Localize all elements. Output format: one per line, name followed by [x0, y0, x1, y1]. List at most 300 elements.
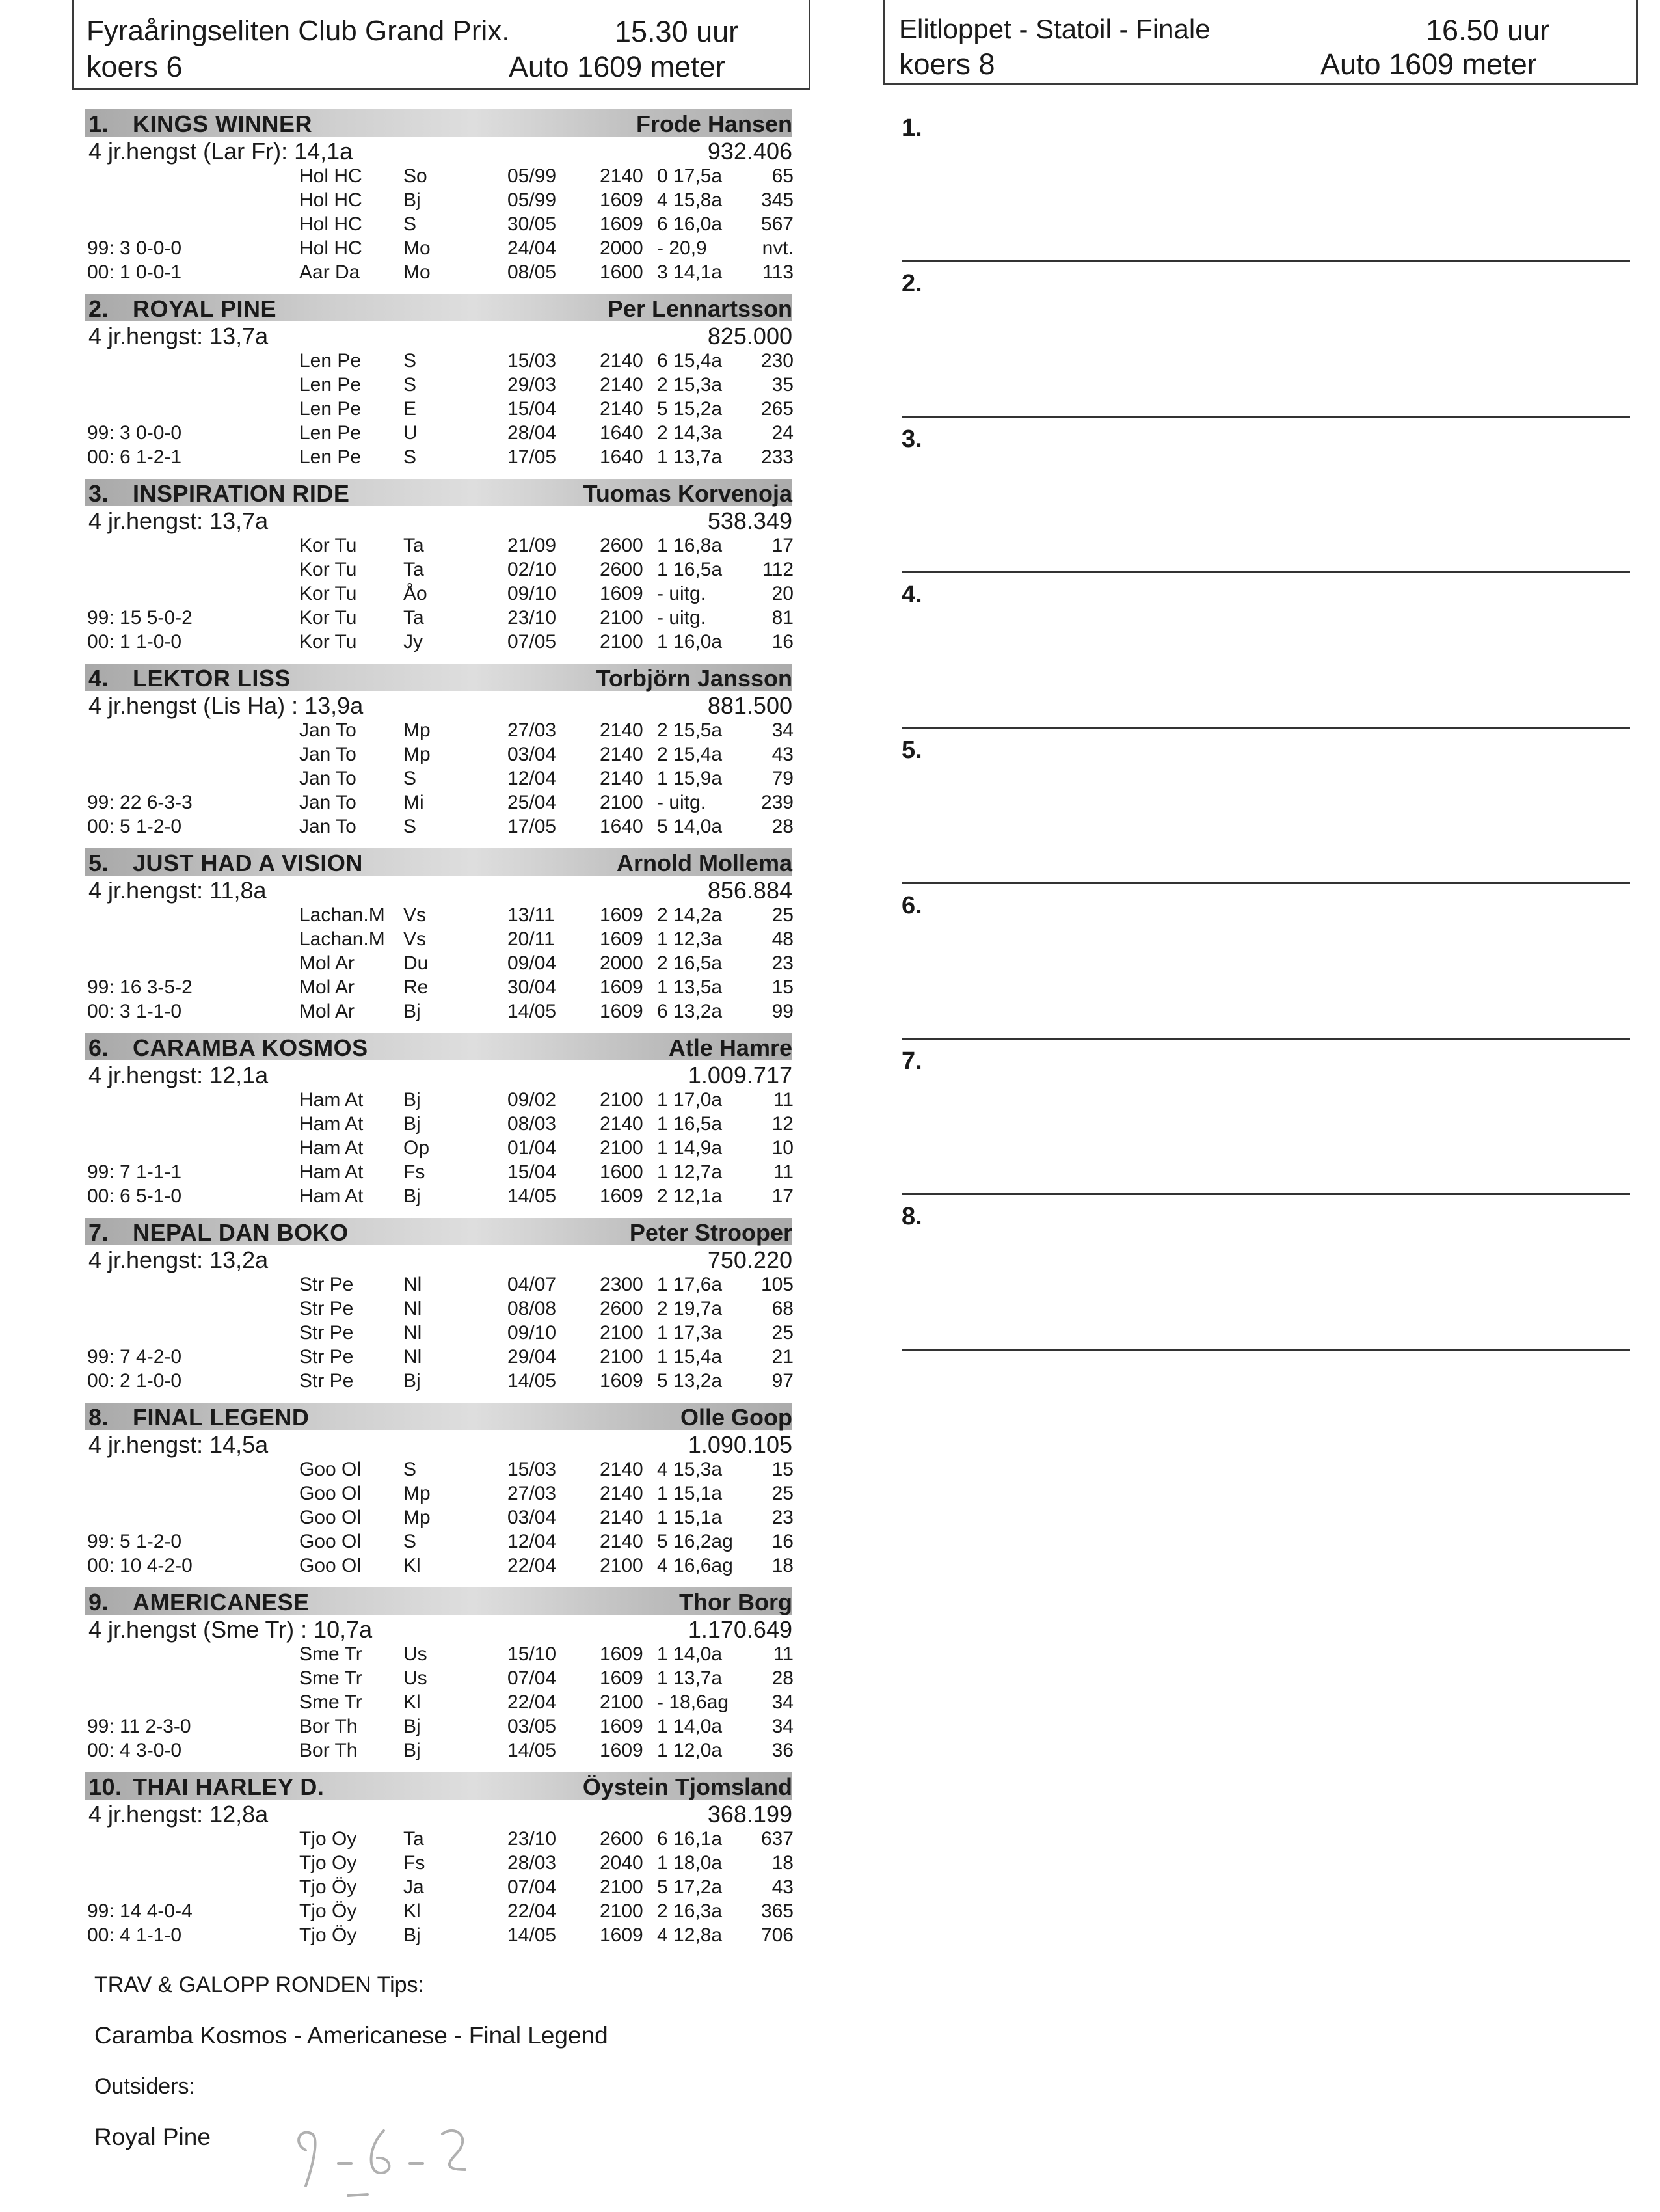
- horse-name: [88, 1219, 349, 1247]
- horse-name: [88, 1034, 368, 1062]
- form-odds: 10: [771, 1137, 794, 1159]
- horse-entry: [85, 664, 794, 848]
- form-result: 2 14,2a: [657, 904, 723, 926]
- horse-earnings: 1.009.717: [688, 1062, 792, 1088]
- form-track: Kl: [403, 1692, 421, 1713]
- handwritten-scribble: [286, 2111, 494, 2202]
- form-row: [85, 1924, 794, 1949]
- form-track: Mp: [403, 744, 431, 765]
- form-date: 17/05: [507, 446, 557, 468]
- form-row: [85, 1667, 794, 1692]
- horse-entry: [85, 479, 794, 664]
- form-date: 08/03: [507, 1113, 557, 1135]
- form-row: [85, 422, 794, 446]
- horse-name: [88, 1404, 309, 1431]
- form-result: - uitg.: [657, 792, 706, 813]
- horse-number: 9.: [88, 1589, 109, 1615]
- form-odds: 16: [771, 1531, 794, 1552]
- horse-driver: Öystein Tjomsland: [582, 1774, 792, 1800]
- horse-earnings: 1.090.105: [688, 1431, 792, 1458]
- form-driver: Tjo Öy: [299, 1924, 357, 1946]
- form-date: 14/05: [507, 1740, 557, 1761]
- result-slot-line: [902, 882, 1630, 884]
- form-track: Bj: [403, 1089, 421, 1111]
- horse-name: [88, 850, 363, 877]
- form-distance: 2100: [600, 1876, 643, 1898]
- horse-info: 4 jr.hengst: 12,8a: [88, 1801, 269, 1828]
- form-date: 22/04: [507, 1900, 557, 1922]
- left-race-title: Fyraåringseliten Club Grand Prix.: [87, 15, 510, 47]
- form-track: Us: [403, 1667, 427, 1689]
- form-date: 02/10: [507, 559, 557, 580]
- horse-name: [88, 1589, 310, 1616]
- form-distance: 1609: [600, 189, 643, 211]
- form-row: [85, 1185, 794, 1209]
- form-distance: 1600: [600, 262, 643, 283]
- form-distance: 2140: [600, 1113, 643, 1135]
- form-row: [85, 1876, 794, 1900]
- form-result: 1 16,5a: [657, 559, 723, 580]
- form-row: [85, 1113, 794, 1137]
- form-row: [85, 374, 794, 398]
- form-date: 28/04: [507, 422, 557, 444]
- form-driver: Sme Tr: [299, 1643, 362, 1665]
- form-date: 25/04: [507, 792, 557, 813]
- form-row: [85, 165, 794, 189]
- form-distance: 2000: [600, 952, 643, 974]
- form-track: Op: [403, 1137, 430, 1159]
- record-stat: 99: 7 1-1-1: [87, 1161, 182, 1183]
- form-row: [85, 1507, 794, 1531]
- form-track: Kl: [403, 1555, 421, 1576]
- form-row: [85, 1716, 794, 1740]
- form-distance: 2140: [600, 350, 643, 371]
- form-result: 1 14,0a: [657, 1716, 723, 1737]
- form-distance: 1609: [600, 904, 643, 926]
- form-driver: Goo Ol: [299, 1507, 362, 1528]
- form-track: Ta: [403, 607, 424, 628]
- form-odds: 112: [762, 559, 794, 580]
- form-row: [85, 1298, 794, 1322]
- horse-name-text: LEKTOR LISS: [133, 665, 291, 692]
- result-slot-label: 4.: [902, 581, 922, 608]
- form-track: Bj: [403, 1185, 421, 1207]
- horse-entry-list: [85, 109, 794, 1957]
- form-date: 27/03: [507, 1483, 557, 1504]
- form-row: [85, 977, 794, 1001]
- form-distance: 1609: [600, 1185, 643, 1207]
- form-odds: 81: [771, 607, 794, 628]
- form-track: Mi: [403, 792, 424, 813]
- form-track: Us: [403, 1643, 427, 1665]
- horse-earnings: 750.220: [707, 1247, 792, 1273]
- form-row: [85, 559, 794, 583]
- form-driver: Kor Tu: [299, 583, 357, 604]
- form-driver: Jan To: [299, 792, 356, 813]
- form-track: Åo: [403, 583, 427, 604]
- form-odds: 68: [771, 1298, 794, 1319]
- form-row: [85, 1001, 794, 1025]
- form-row: [85, 237, 794, 262]
- form-track: U: [403, 422, 418, 444]
- form-result: 0 17,5a: [657, 165, 723, 187]
- form-distance: 1609: [600, 583, 643, 604]
- form-result: 1 15,4a: [657, 1346, 723, 1368]
- form-distance: 2140: [600, 720, 643, 741]
- horse-info: 4 jr.hengst: 11,8a: [88, 877, 267, 904]
- form-driver: Lachan.M: [299, 904, 385, 926]
- form-driver: Ham At: [299, 1185, 364, 1207]
- form-distance: 2140: [600, 398, 643, 420]
- form-driver: Sme Tr: [299, 1667, 362, 1689]
- form-driver: Goo Ol: [299, 1531, 362, 1552]
- result-slot-label: 6.: [902, 892, 922, 919]
- form-driver: Kor Tu: [299, 631, 357, 653]
- form-distance: 1609: [600, 1643, 643, 1665]
- form-row: [85, 1555, 794, 1579]
- horse-driver: Olle Goop: [680, 1404, 792, 1431]
- form-row: [85, 1483, 794, 1507]
- form-odds: 230: [760, 350, 794, 371]
- form-driver: Hol HC: [299, 165, 362, 187]
- horse-info: 4 jr.hengst (Sme Tr) : 10,7a: [88, 1616, 373, 1643]
- form-driver: Mol Ar: [299, 952, 355, 974]
- form-date: 23/10: [507, 1828, 557, 1850]
- horse-entry: [85, 1218, 794, 1403]
- horse-name-text: ROYAL PINE: [133, 295, 277, 322]
- form-row: [85, 583, 794, 607]
- form-driver: Jan To: [299, 720, 356, 741]
- form-distance: 2100: [600, 1137, 643, 1159]
- horse-entry: [85, 109, 794, 294]
- form-distance: 2040: [600, 1852, 643, 1874]
- horse-driver: Arnold Mollema: [616, 850, 792, 876]
- form-odds: 239: [760, 792, 794, 813]
- form-distance: 2600: [600, 1828, 643, 1850]
- form-track: Mp: [403, 1483, 431, 1504]
- form-track: Mp: [403, 1507, 431, 1528]
- form-odds: 11: [773, 1089, 794, 1111]
- form-track: S: [403, 768, 417, 789]
- horse-driver: Per Lennartsson: [607, 295, 792, 322]
- record-stat: 99: 3 0-0-0: [87, 237, 182, 259]
- horse-earnings: 881.500: [707, 692, 792, 719]
- form-date: 23/10: [507, 607, 557, 628]
- form-odds: 79: [771, 768, 794, 789]
- form-result: - uitg.: [657, 607, 706, 628]
- horse-name-text: KINGS WINNER: [133, 111, 312, 137]
- form-result: 5 17,2a: [657, 1876, 723, 1898]
- form-track: Nl: [403, 1298, 422, 1319]
- form-track: S: [403, 374, 417, 396]
- horse-info: 4 jr.hengst: 13,2a: [88, 1247, 269, 1273]
- horse-name: [88, 111, 312, 138]
- tips-picks: Caramba Kosmos - Americanese - Final Legend: [94, 2022, 608, 2049]
- form-result: 1 18,0a: [657, 1852, 723, 1874]
- form-date: 12/04: [507, 768, 557, 789]
- form-odds: 105: [760, 1274, 794, 1295]
- horse-name: [88, 1774, 324, 1801]
- form-track: Fs: [403, 1161, 425, 1183]
- form-distance: 1609: [600, 1924, 643, 1946]
- record-stat: 00: 6 1-2-1: [87, 446, 182, 468]
- form-distance: 1609: [600, 1001, 643, 1022]
- form-distance: 2100: [600, 1346, 643, 1368]
- form-driver: Jan To: [299, 768, 356, 789]
- left-race-number: koers 6: [87, 50, 183, 83]
- form-result: 2 15,3a: [657, 374, 723, 396]
- horse-name-text: NEPAL DAN BOKO: [133, 1219, 349, 1246]
- form-odds: 43: [771, 1876, 794, 1898]
- form-distance: 2600: [600, 1298, 643, 1319]
- form-odds: 36: [771, 1740, 794, 1761]
- form-result: - uitg.: [657, 583, 706, 604]
- form-track: Bj: [403, 1370, 421, 1392]
- form-odds: 34: [771, 720, 794, 741]
- form-row: [85, 816, 794, 840]
- form-odds: 97: [771, 1370, 794, 1392]
- form-track: E: [403, 398, 417, 420]
- record-stat: 00: 3 1-1-0: [87, 1001, 182, 1022]
- form-result: 4 12,8a: [657, 1924, 723, 1946]
- form-distance: 1600: [600, 1161, 643, 1183]
- form-date: 09/02: [507, 1089, 557, 1111]
- form-odds: 265: [760, 398, 794, 420]
- horse-info: 4 jr.hengst: 12,1a: [88, 1062, 269, 1088]
- horse-driver: Peter Strooper: [629, 1219, 792, 1246]
- form-track: Ta: [403, 1828, 424, 1850]
- form-distance: 2000: [600, 237, 643, 259]
- form-row: [85, 189, 794, 213]
- form-distance: 2140: [600, 744, 643, 765]
- form-result: 5 14,0a: [657, 816, 723, 837]
- form-result: 1 12,0a: [657, 1740, 723, 1761]
- form-track: Du: [403, 952, 429, 974]
- form-odds: 11: [773, 1643, 794, 1665]
- form-row: [85, 744, 794, 768]
- horse-name-text: CARAMBA KOSMOS: [133, 1034, 368, 1061]
- form-row: [85, 1161, 794, 1185]
- form-date: 30/04: [507, 977, 557, 998]
- form-date: 01/04: [507, 1137, 557, 1159]
- horse-earnings: 1.170.649: [688, 1616, 792, 1643]
- form-row: [85, 1089, 794, 1113]
- form-result: 1 15,1a: [657, 1483, 723, 1504]
- result-slot-line: [902, 571, 1630, 573]
- form-result: 1 13,7a: [657, 446, 723, 468]
- record-stat: 99: 11 2-3-0: [87, 1716, 191, 1737]
- form-track: Bj: [403, 1113, 421, 1135]
- horse-driver: Thor Borg: [679, 1589, 792, 1615]
- outsiders-value: Royal Pine: [94, 2124, 211, 2150]
- form-result: 1 14,0a: [657, 1643, 723, 1665]
- form-date: 03/05: [507, 1716, 557, 1737]
- form-row: [85, 768, 794, 792]
- form-track: Vs: [403, 928, 427, 950]
- form-odds: 25: [771, 904, 794, 926]
- form-odds: 18: [771, 1852, 794, 1874]
- form-date: 28/03: [507, 1852, 557, 1874]
- form-driver: Len Pe: [299, 422, 362, 444]
- form-date: 14/05: [507, 1001, 557, 1022]
- form-result: 2 14,3a: [657, 422, 723, 444]
- form-driver: Ham At: [299, 1113, 364, 1135]
- form-result: 1 13,7a: [657, 1667, 723, 1689]
- form-result: 1 12,7a: [657, 1161, 723, 1183]
- form-track: Nl: [403, 1346, 422, 1368]
- form-result: 4 16,6ag: [657, 1555, 733, 1576]
- horse-earnings: 932.406: [707, 138, 792, 165]
- form-result: 2 15,5a: [657, 720, 723, 741]
- form-row: [85, 1346, 794, 1370]
- result-slot-label: 3.: [902, 425, 922, 453]
- form-driver: Str Pe: [299, 1370, 354, 1392]
- result-slot-line: [902, 1038, 1630, 1040]
- form-track: Jy: [403, 631, 423, 653]
- form-result: 2 19,7a: [657, 1298, 723, 1319]
- form-result: 1 16,8a: [657, 535, 723, 556]
- form-driver: Tjo Oy: [299, 1852, 357, 1874]
- form-driver: Len Pe: [299, 398, 362, 420]
- record-stat: 99: 7 4-2-0: [87, 1346, 182, 1368]
- form-date: 29/03: [507, 374, 557, 396]
- form-row: [85, 1643, 794, 1667]
- form-odds: 28: [771, 1667, 794, 1689]
- form-odds: 17: [771, 1185, 794, 1207]
- horse-name-text: INSPIRATION RIDE: [133, 480, 350, 507]
- form-odds: nvt.: [762, 237, 794, 259]
- form-distance: 1640: [600, 422, 643, 444]
- form-row: [85, 213, 794, 237]
- horse-info: 4 jr.hengst (Lis Ha) : 13,9a: [88, 692, 364, 719]
- form-date: 14/05: [507, 1924, 557, 1946]
- form-date: 17/05: [507, 816, 557, 837]
- form-row: [85, 928, 794, 952]
- form-odds: 365: [760, 1900, 794, 1922]
- form-odds: 637: [760, 1828, 794, 1850]
- form-distance: 2100: [600, 1555, 643, 1576]
- form-row: [85, 446, 794, 470]
- form-result: 2 16,5a: [657, 952, 723, 974]
- horse-info: 4 jr.hengst: 13,7a: [88, 507, 269, 534]
- form-track: Bj: [403, 1716, 421, 1737]
- form-driver: Kor Tu: [299, 607, 357, 628]
- horse-entry: [85, 1587, 794, 1772]
- form-driver: Hol HC: [299, 213, 362, 235]
- form-distance: 1609: [600, 1667, 643, 1689]
- form-row: [85, 792, 794, 816]
- form-odds: 706: [760, 1924, 794, 1946]
- form-distance: 2100: [600, 1089, 643, 1111]
- form-date: 27/03: [507, 720, 557, 741]
- horse-name: [88, 295, 276, 323]
- form-driver: Ham At: [299, 1089, 364, 1111]
- form-date: 21/09: [507, 535, 557, 556]
- tips-heading: TRAV & GALOPP RONDEN Tips:: [94, 1973, 424, 1997]
- form-row: [85, 720, 794, 744]
- form-driver: Str Pe: [299, 1274, 354, 1295]
- form-odds: 25: [771, 1483, 794, 1504]
- horse-number: 3.: [88, 480, 109, 507]
- form-row: [85, 1322, 794, 1346]
- form-row: [85, 1740, 794, 1764]
- form-driver: Mol Ar: [299, 1001, 355, 1022]
- horse-driver: Atle Hamre: [668, 1034, 792, 1061]
- form-odds: 28: [771, 816, 794, 837]
- form-distance: 1640: [600, 816, 643, 837]
- form-driver: Len Pe: [299, 374, 362, 396]
- form-track: Bj: [403, 1740, 421, 1761]
- right-race-time: 16.50 uur: [1426, 14, 1550, 47]
- horse-entry: [85, 1772, 794, 1957]
- form-row: [85, 1900, 794, 1924]
- form-driver: Lachan.M: [299, 928, 385, 950]
- form-track: Ta: [403, 559, 424, 580]
- form-row: [85, 1531, 794, 1555]
- form-track: Bj: [403, 1924, 421, 1946]
- record-stat: 00: 1 0-0-1: [87, 262, 182, 283]
- form-odds: 18: [771, 1555, 794, 1576]
- form-distance: 1609: [600, 928, 643, 950]
- record-stat: 00: 1 1-0-0: [87, 631, 182, 653]
- form-odds: 345: [760, 189, 794, 211]
- form-result: 1 17,3a: [657, 1322, 723, 1343]
- form-result: - 18,6ag: [657, 1692, 729, 1713]
- form-odds: 25: [771, 1322, 794, 1343]
- form-distance: 1609: [600, 1740, 643, 1761]
- form-odds: 65: [771, 165, 794, 187]
- record-stat: 00: 4 3-0-0: [87, 1740, 182, 1761]
- result-slot-label: 7.: [902, 1047, 922, 1075]
- horse-earnings: 538.349: [707, 507, 792, 534]
- horse-name-text: AMERICANESE: [133, 1589, 310, 1615]
- horse-entry: [85, 1033, 794, 1218]
- form-driver: Tjo Oy: [299, 1828, 357, 1850]
- form-result: 1 16,5a: [657, 1113, 723, 1135]
- horse-entry: [85, 848, 794, 1033]
- form-result: 1 13,5a: [657, 977, 723, 998]
- form-driver: Len Pe: [299, 350, 362, 371]
- form-driver: Kor Tu: [299, 535, 357, 556]
- form-odds: 43: [771, 744, 794, 765]
- form-date: 12/04: [507, 1531, 557, 1552]
- horse-earnings: 368.199: [707, 1801, 792, 1828]
- form-odds: 23: [771, 952, 794, 974]
- horse-name: [88, 480, 349, 507]
- form-odds: 12: [771, 1113, 794, 1135]
- form-distance: 1609: [600, 977, 643, 998]
- form-result: 5 16,2ag: [657, 1531, 733, 1552]
- form-track: S: [403, 350, 417, 371]
- form-driver: Goo Ol: [299, 1555, 362, 1576]
- form-date: 15/03: [507, 350, 557, 371]
- form-row: [85, 952, 794, 977]
- horse-name-text: THAI HARLEY D.: [133, 1774, 325, 1800]
- horse-name-text: JUST HAD A VISION: [133, 850, 363, 876]
- form-row: [85, 1692, 794, 1716]
- form-result: 1 15,1a: [657, 1507, 723, 1528]
- form-result: 6 13,2a: [657, 1001, 723, 1022]
- horse-number: 4.: [88, 665, 109, 692]
- form-date: 08/05: [507, 262, 557, 283]
- form-driver: Kor Tu: [299, 559, 357, 580]
- form-track: S: [403, 816, 417, 837]
- form-distance: 2140: [600, 1531, 643, 1552]
- form-result: 2 12,1a: [657, 1185, 723, 1207]
- form-result: 4 15,3a: [657, 1459, 723, 1480]
- horse-driver: Frode Hansen: [636, 111, 792, 137]
- form-result: 3 14,1a: [657, 262, 723, 283]
